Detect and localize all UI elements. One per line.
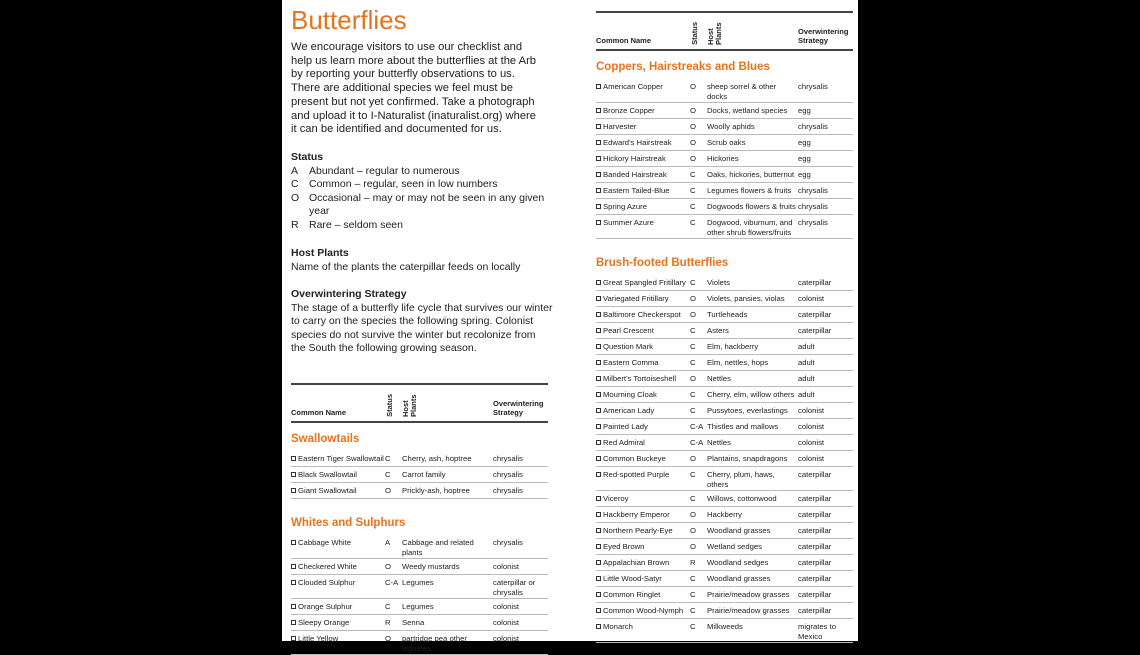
species-overwintering: caterpillar [798,494,832,503]
species-overwintering: caterpillar [798,310,832,319]
species-name: Eyed Brown [603,542,645,551]
species-row [596,167,853,183]
species-host-plants: Elm, nettles, hops [707,358,769,367]
species-status: O [385,634,391,643]
species-overwintering: egg [798,138,811,147]
species-name: Checkered White [298,562,357,571]
checkbox-icon[interactable] [596,526,603,535]
status-code: A [291,164,299,177]
checkbox-icon[interactable] [596,510,603,519]
species-host-plants: partridge pea other legumes [402,634,467,653]
status-description: Rare – seldom seen [309,218,403,231]
species-status: C [385,470,391,479]
species-host-plants: Legumes [402,578,434,587]
species-row [596,571,853,587]
species-status: C [690,470,696,479]
checkbox-icon[interactable] [596,390,603,399]
species-row [596,215,853,239]
species-name: Clouded Sulphur [298,578,356,587]
host-plants-legend [291,247,553,274]
checkbox-icon[interactable] [596,422,603,431]
right-species-table [596,11,853,643]
species-row [596,291,853,307]
species-name: Orange Sulphur [298,602,353,611]
checkbox-icon[interactable] [596,558,603,567]
species-overwintering: caterpillar [798,510,832,519]
checkbox-icon[interactable] [596,454,603,463]
species-name: Common Ringlet [603,590,661,599]
overwintering-text: The stage of a butterfly life cycle that survives our winter to carry on the species the following spring. Colonist species do not survive the winter but recolonize from the South the following growing season. [291,301,553,355]
species-row [596,307,853,323]
checkbox-icon[interactable] [291,634,298,643]
species-name: Viceroy [603,494,629,503]
species-host-plants: Willows, cottonwood [707,494,777,503]
species-name: Baltimore Checkerspot [603,310,681,319]
species-host-plants: Nettles [707,438,731,447]
overwintering-legend [291,288,553,356]
group-title-coppers: Coppers, Hairstreaks and Blues [596,61,770,73]
species-host-plants: Woodland grasses [707,574,771,583]
species-row [291,535,548,559]
species-name: Spring Azure [603,202,648,211]
species-host-plants: sheep sorrel & other docks [707,82,777,101]
checkbox-icon[interactable] [596,590,603,599]
table-header [291,383,548,423]
species-host-plants: Thistles and mallows [707,422,779,431]
species-host-plants: Cherry, ash, hoptree [402,454,472,463]
species-overwintering: colonist [493,618,520,627]
species-overwintering: chrysalis [798,202,828,211]
header-overwintering: Overwintering Strategy [493,399,544,417]
species-status: C [690,170,696,179]
status-item [291,178,553,192]
table-header [596,11,853,51]
species-overwintering: caterpillar [798,470,832,479]
species-row [596,387,853,403]
species-status: O [690,106,696,115]
status-list [291,165,553,233]
species-status: C [690,606,696,615]
header-common-name: Common Name [291,408,347,417]
species-overwintering: colonist [493,562,520,571]
species-host-plants: Prairie/meadow grasses [707,606,790,615]
species-name: Mourning Cloak [603,390,657,399]
species-overwintering: caterpillar [798,526,832,535]
species-list-coppers [596,79,853,239]
species-row [596,371,853,387]
species-status: C [690,406,696,415]
checkbox-icon[interactable] [596,294,603,303]
species-overwintering: egg [798,170,811,179]
species-name: Red-spotted Purple [603,470,670,479]
species-row [596,275,853,291]
checkbox-icon[interactable] [596,622,603,631]
species-list-swallowtails [291,451,548,499]
checkbox-icon[interactable] [291,602,298,611]
species-row [596,451,853,467]
species-name: Monarch [603,622,633,631]
species-overwintering: caterpillar [798,326,832,335]
checkbox-icon[interactable] [596,170,603,179]
species-name: Red Admiral [603,438,645,447]
species-row [596,603,853,619]
species-overwintering: caterpillar [798,574,832,583]
species-host-plants: Prickly-ash, hoptree [402,486,470,495]
species-host-plants: Dogwoods flowers & fruits [707,202,796,211]
species-host-plants: Legumes flowers & fruits [707,186,792,195]
species-host-plants: Cherry, plum, haws, others [707,470,775,489]
status-heading: Status [291,151,324,163]
status-description: Abundant – regular to numerous [309,164,460,177]
species-row [596,523,853,539]
group-title-brush: Brush-footed Butterflies [596,257,729,269]
checkbox-icon[interactable] [291,562,298,571]
header-status: Status [385,394,394,417]
species-overwintering: chrysalis [493,454,523,463]
status-code: R [291,218,299,231]
species-status: C [690,494,696,503]
checkbox-icon[interactable] [291,538,298,547]
species-status: O [690,510,696,519]
species-row [596,555,853,571]
species-name: Northern Pearly-Eye [603,526,673,535]
species-status: C [690,202,696,211]
species-host-plants: Legumes [402,602,434,611]
species-name: Harvester [603,122,637,131]
species-row [596,355,853,371]
status-description: Common – regular, seen in low numbers [309,178,498,191]
species-host-plants: Scrub oaks [707,138,746,147]
header-common-name: Common Name [596,36,652,45]
status-legend [291,151,553,233]
host-plants-heading: Host Plants [291,247,349,259]
species-host-plants: Weedy mustards [402,562,460,571]
checkbox-icon[interactable] [596,358,603,367]
species-row [596,339,853,355]
checkbox-icon[interactable] [596,154,603,163]
species-row [596,467,853,491]
species-status: O [690,138,696,147]
species-host-plants: Hackberry [707,510,743,519]
status-code: O [291,191,300,204]
species-overwintering: chrysalis [493,470,523,479]
species-host-plants: Cherry, elm, willow others [707,390,795,399]
checkbox-icon[interactable] [596,406,603,415]
group-title-swallowtails: Swallowtails [291,433,360,445]
checkbox-icon[interactable] [596,438,603,447]
checklist-page [282,0,858,653]
species-status: C [690,574,696,583]
species-status: O [690,310,696,319]
species-overwintering: caterpillar or chrysalis [493,578,536,597]
species-overwintering: caterpillar [798,542,832,551]
checkbox-icon[interactable] [596,278,603,287]
species-row [596,491,853,507]
species-status: O [385,562,391,571]
status-item [291,192,553,219]
header-status: Status [690,22,699,45]
species-host-plants: Dogwood, viburnum, and other shrub flowers/fruits [707,218,793,237]
species-name: Appalachian Brown [603,558,670,567]
species-overwintering: egg [798,106,811,115]
species-overwintering: caterpillar [798,590,832,599]
species-overwintering: chrysalis [798,186,828,195]
checkbox-icon[interactable] [291,578,298,587]
species-status: O [690,122,696,131]
species-overwintering: caterpillar [798,558,832,567]
species-name: Pearl Crescent [603,326,654,335]
species-name: Cabbage White [298,538,351,547]
species-overwintering: caterpillar [798,278,832,287]
species-overwintering: migrates to Mexico [798,622,837,641]
species-name: American Copper [603,82,663,91]
species-host-plants: Nettles [707,374,731,383]
species-status: C [690,326,696,335]
header-host-plants: Host Plants [706,22,723,45]
species-name: Giant Swallowtail [298,486,357,495]
checkbox-icon[interactable] [596,606,603,615]
species-status: O [690,542,696,551]
species-name: Eastern Tailed-Blue [603,186,670,195]
species-host-plants: Senna [402,618,425,627]
species-status: C [385,454,391,463]
species-name: Painted Lady [603,422,648,431]
species-host-plants: Turtleheads [707,310,748,319]
species-name: Variegated Fritillary [603,294,669,303]
header-host-plants: Host Plants [401,394,418,417]
species-overwintering: colonist [798,294,825,303]
species-status: C [690,358,696,367]
species-row [596,403,853,419]
checkbox-icon[interactable] [596,122,603,131]
species-name: Milbert's Tortoiseshell [603,374,677,383]
species-row [596,119,853,135]
species-row [596,507,853,523]
species-row [291,631,548,655]
page-title: Butterflies [291,5,407,35]
species-name: Hickory Hairstreak [603,154,666,163]
species-overwintering: chrysalis [798,82,828,91]
species-host-plants: Pussytoes, everlastings [707,406,788,415]
checkbox-icon[interactable] [596,138,603,147]
species-name: Banded Hairstreak [603,170,667,179]
species-name: Little Yellow [298,634,339,643]
species-status: C [690,278,696,287]
species-host-plants: Carrot family [402,470,446,479]
species-host-plants: Docks, wetland species [707,106,788,115]
species-row [596,435,853,451]
checkbox-icon[interactable] [291,486,298,495]
left-species-table [291,383,548,655]
species-overwintering: colonist [798,422,825,431]
species-host-plants: Violets, pansies, violas [707,294,785,303]
species-status: O [690,294,696,303]
intro-paragraph: We encourage visitors to use our checklist and help us learn more about the butterflies at the Arb by reporting your butterfly observations to us. There are additional species we feel must be present but not yet confirmed. Take a photograph and upload it to I-Naturalist (inaturalist.org) where it can be identified and documented for us. [291,41,537,136]
checkbox-icon[interactable] [291,454,298,463]
species-status: A [385,538,391,547]
species-row [291,483,548,499]
checkbox-icon[interactable] [596,186,603,195]
species-overwintering: colonist [798,438,825,447]
species-host-plants: Milkweeds [707,622,743,631]
species-row [596,539,853,555]
species-list-whites [291,535,548,655]
species-name: Edward's Hairstreak [603,138,672,147]
checkbox-icon[interactable] [596,218,603,227]
status-description: Occasional – may or may not be seen in any given year [309,191,545,218]
species-row [596,103,853,119]
species-status: C [690,590,696,599]
species-status: O [690,374,696,383]
species-host-plants: Hickories [707,154,739,163]
species-host-plants: Asters [707,326,729,335]
checkbox-icon[interactable] [596,494,603,503]
checkbox-icon[interactable] [596,82,603,91]
species-status: R [690,558,696,567]
species-overwintering: chrysalis [798,122,828,131]
species-name: Little Wood-Satyr [603,574,662,583]
species-row [291,575,548,599]
species-row [596,199,853,215]
species-overwintering: caterpillar [798,606,832,615]
species-name: Sleepy Orange [298,618,350,627]
species-row [291,467,548,483]
species-status: C [690,390,696,399]
species-overwintering: egg [798,154,811,163]
species-status: O [690,454,696,463]
species-name: Bronze Copper [603,106,655,115]
species-host-plants: Cabbage and related plants [402,538,474,557]
checkbox-icon[interactable] [291,470,298,479]
species-host-plants: Violets [707,278,730,287]
species-overwintering: adult [798,358,815,367]
species-status: C [690,186,696,195]
species-row [596,79,853,103]
species-host-plants: Plantains, snapdragons [707,454,788,463]
species-row [291,451,548,467]
species-status: C [690,622,696,631]
species-row [291,559,548,575]
species-status: O [690,154,696,163]
checkbox-icon[interactable] [596,470,603,479]
species-name: Common Wood-Nymph [603,606,684,615]
checkbox-icon[interactable] [596,310,603,319]
species-status: C [690,218,696,227]
species-status: C-A [690,438,704,447]
species-status: O [690,526,696,535]
status-item [291,165,553,179]
species-row [291,615,548,631]
checkbox-icon[interactable] [596,326,603,335]
species-name: Great Spangled Fritillary [603,278,686,287]
species-status: C [385,602,391,611]
species-overwintering: colonist [493,634,520,643]
host-plants-text: Name of the plants the caterpillar feeds on locally [291,260,521,273]
species-name: Black Swallowtail [298,470,357,479]
species-overwintering: adult [798,374,815,383]
checkbox-icon[interactable] [596,374,603,383]
checkbox-icon[interactable] [596,574,603,583]
species-overwintering: adult [798,390,815,399]
species-name: Eastern Comma [603,358,659,367]
species-overwintering: chrysalis [493,486,523,495]
species-name: Hackberry Emperor [603,510,670,519]
species-host-plants: Prairie/meadow grasses [707,590,790,599]
species-overwintering: colonist [798,454,825,463]
overwintering-heading: Overwintering Strategy [291,288,407,300]
species-overwintering: chrysalis [493,538,523,547]
species-status: C-A [385,578,399,587]
species-row [596,587,853,603]
group-title-whites: Whites and Sulphurs [291,517,406,529]
checkbox-icon[interactable] [596,542,603,551]
species-status: O [385,486,391,495]
species-overwintering: colonist [798,406,825,415]
checkbox-icon[interactable] [596,342,603,351]
species-row [596,419,853,435]
checkbox-icon[interactable] [291,618,298,627]
species-host-plants: Wetland sedges [707,542,762,551]
species-name: Common Buckeye [603,454,666,463]
species-overwintering: chrysalis [798,218,828,227]
species-row [596,323,853,339]
species-status: C-A [690,422,704,431]
species-row [291,599,548,615]
species-overwintering: colonist [493,602,520,611]
species-row [596,135,853,151]
species-name: Question Mark [603,342,653,351]
checkbox-icon[interactable] [596,202,603,211]
species-list-brush [596,275,853,643]
species-row [596,619,853,643]
checkbox-icon[interactable] [596,106,603,115]
species-name: American Lady [603,406,655,415]
header-overwintering: Overwintering Strategy [798,27,849,45]
species-host-plants: Woolly aphids [707,122,755,131]
species-row [596,183,853,199]
species-host-plants: Elm, hackberry [707,342,759,351]
species-host-plants: Oaks, hickories, butternut [707,170,795,179]
species-row [596,151,853,167]
species-status: O [690,82,696,91]
species-overwintering: adult [798,342,815,351]
species-name: Eastern Tiger Swallowtail [298,454,384,463]
status-code: C [291,178,299,191]
species-host-plants: Woodland grasses [707,526,771,535]
species-status: C [690,342,696,351]
species-name: Summer Azure [603,218,654,227]
species-host-plants: Woodland sedges [707,558,769,567]
status-item [291,219,553,233]
species-status: R [385,618,391,627]
